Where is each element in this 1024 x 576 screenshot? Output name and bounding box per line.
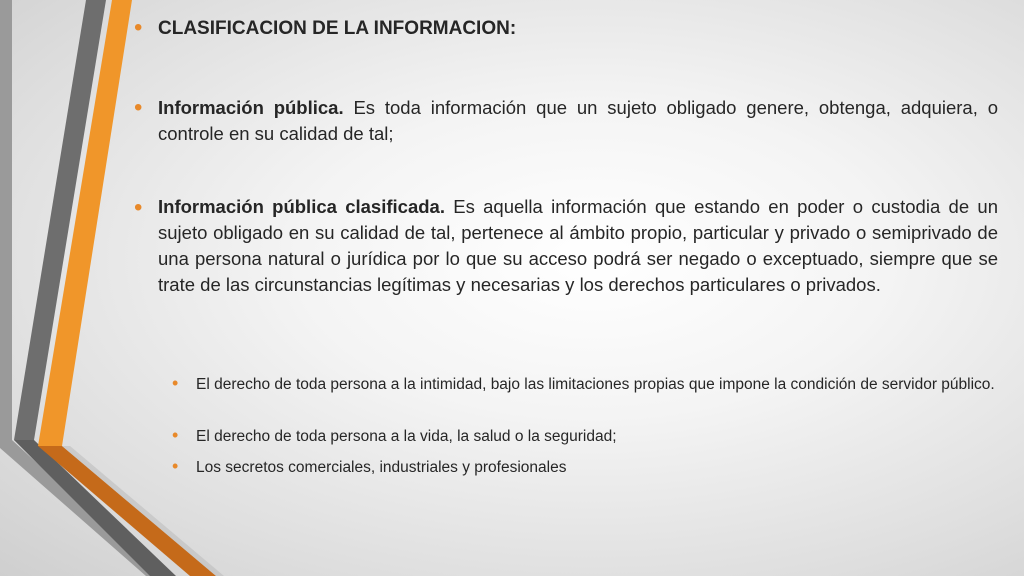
term-label: Información pública clasificada.	[158, 196, 445, 217]
sub-bullet-icon: •	[172, 456, 179, 476]
slide-heading: CLASIFICACION DE LA INFORMACION:	[158, 18, 517, 39]
bullet-item-informacion-clasificada	[158, 194, 998, 298]
gray-diagonal-bar	[14, 440, 179, 576]
sub-bullet-icon: •	[172, 425, 179, 445]
term-label: Información pública.	[158, 97, 344, 118]
bullet-item-informacion-publica	[158, 95, 998, 147]
sub-bullet-icon: •	[172, 373, 179, 393]
bullet-icon: •	[134, 194, 143, 221]
term-definition: Es toda información que un sujeto obligado genere, obtenga, adquiera, o controle en su calidad de tal;	[158, 97, 998, 144]
bullet-icon: •	[134, 14, 143, 41]
sub-item: El derecho de toda persona a la vida, la salud o la seguridad;	[196, 428, 617, 445]
bullet-icon: •	[134, 94, 143, 121]
sub-item: Los secretos comerciales, industriales y profesionales	[196, 459, 567, 476]
term-definition: Es aquella información que estando en poder o custodia de un sujeto obligado en su calidad de tal, pertenece al ámbito propio, particular y privado o semiprivado de una persona natural o jurídica por lo que su acceso podrá ser negado o exceptuado, siempre que se trate de las circunstancias legítimas y necesarias y los derechos particulares o privados.	[158, 196, 998, 295]
sub-item: El derecho de toda persona a la intimidad, bajo las limitaciones propias que impone la condición de servidor público.	[196, 376, 995, 393]
